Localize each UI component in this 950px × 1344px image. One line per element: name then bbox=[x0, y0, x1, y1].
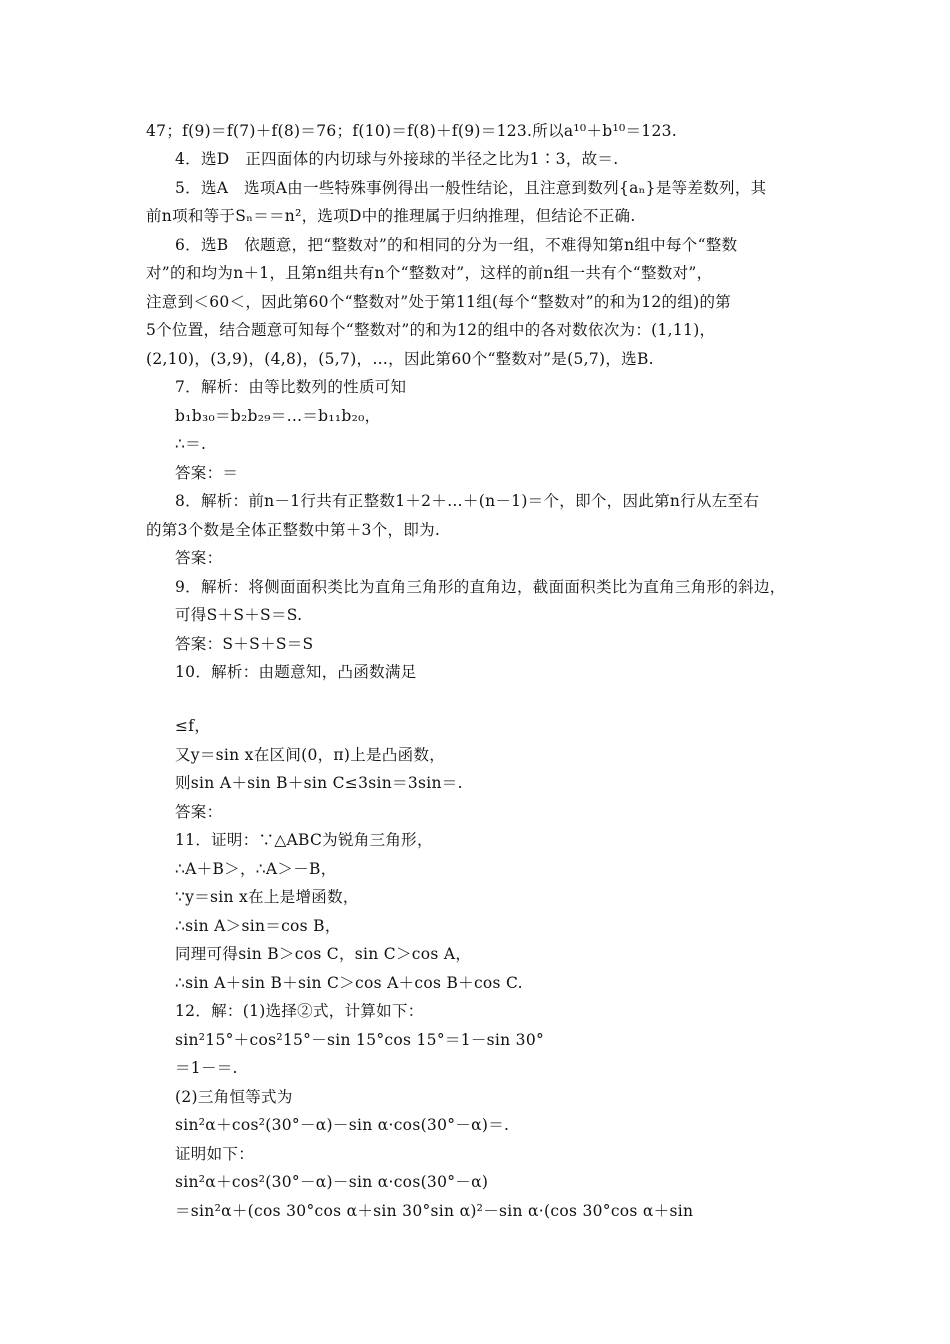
text-line: ＝sin²α＋(cos 30°cos α＋sin 30°sin α)²－sin α·(cos 30°cos α＋sin bbox=[175, 1202, 694, 1220]
text-line: ∴sin A＞sin＝cos B， bbox=[175, 917, 341, 935]
text-line: 答案：S＋S＋S＝S bbox=[175, 635, 314, 653]
text-line: 47；f(9)＝f(7)＋f(8)＝76；f(10)＝f(8)＋f(9)＝123.所以a¹⁰＋b¹⁰＝123. bbox=[146, 122, 678, 140]
text-line: ＝1－＝. bbox=[175, 1059, 238, 1077]
text-line: 5个位置，结合题意可知每个“整数对”的和为12的组中的各对数依次为：(1,11)， bbox=[146, 321, 716, 339]
text-line: 注意到＜60＜，因此第60个“整数对”处于第11组(每个“整数对”的和为12的组)的第 bbox=[146, 293, 732, 311]
text-line: 证明如下： bbox=[175, 1145, 255, 1163]
text-line: ∵y＝sin x在上是增函数， bbox=[175, 888, 359, 906]
text-line: (2,10)，(3,9)，(4,8)，(5,7)，…，因此第60个“整数对”是(5,7)，选B. bbox=[146, 350, 654, 368]
text-line: 6．选B 依题意，把“整数对”的和相同的分为一组，不难得知第n组中每个“整数 bbox=[175, 236, 738, 254]
text-line: 答案： bbox=[175, 803, 223, 821]
text-line: 则sin A＋sin B＋sin C≤3sin＝3sin＝. bbox=[175, 774, 463, 792]
text-line: ∴＝. bbox=[175, 435, 207, 453]
text-line: 答案： bbox=[175, 549, 223, 567]
text-line: (2)三角恒等式为 bbox=[175, 1088, 293, 1106]
text-line: 8．解析：前n－1行共有正整数1＋2＋…＋(n－1)＝个，即个，因此第n行从左至右 bbox=[175, 492, 760, 510]
text-line: sin²α＋cos²(30°－α)－sin α·cos(30°－α) bbox=[175, 1173, 489, 1191]
text-line: 11．证明：∵△ABC为锐角三角形， bbox=[175, 831, 433, 849]
text-line: 7．解析：由等比数列的性质可知 bbox=[175, 378, 407, 396]
text-line: 9．解析：将侧面面积类比为直角三角形的直角边，截面面积类比为直角三角形的斜边， bbox=[175, 578, 786, 596]
text-line: 又y＝sin x在区间(0，π)上是凸函数， bbox=[175, 746, 446, 764]
text-line: 10．解析：由题意知，凸函数满足 bbox=[175, 663, 417, 681]
text-line: ∴A＋B＞，∴A＞－B， bbox=[175, 860, 337, 878]
text-line: 答案：＝ bbox=[175, 464, 239, 482]
text-line: 前n项和等于Sₙ＝＝n²，选项D中的推理属于归纳推理，但结论不正确. bbox=[146, 207, 636, 225]
text-line: b₁b₃₀＝b₂b₂₉＝…＝b₁₁b₂₀， bbox=[175, 407, 381, 425]
text-line: 的第3个数是全体正整数中第＋3个，即为. bbox=[146, 521, 441, 539]
text-line: 5．选A 选项A由一些特殊事例得出一般性结论，且注意到数列{aₙ}是等差数列，其 bbox=[175, 179, 767, 197]
text-line: ≤f， bbox=[175, 717, 211, 735]
text-line: 12．解：(1)选择②式，计算如下： bbox=[175, 1002, 424, 1020]
text-line: sin²15°＋cos²15°－sin 15°cos 15°＝1－sin 30° bbox=[175, 1031, 545, 1049]
text-line: ∴sin A＋sin B＋sin C＞cos A＋cos B＋cos C. bbox=[175, 974, 523, 992]
text-line: 对”的和均为n＋1，且第n组共有n个“整数对”，这样的前n组一共有个“整数对”， bbox=[146, 264, 713, 282]
text-line: 同理可得sin B＞cos C，sin C＞cos A， bbox=[175, 945, 472, 963]
text-line: 4．选D 正四面体的内切球与外接球的半径之比为1∶3，故＝. bbox=[175, 150, 619, 168]
text-line: 可得S＋S＋S＝S. bbox=[175, 606, 303, 624]
text-line: sin²α＋cos²(30°－α)－sin α·cos(30°－α)＝. bbox=[175, 1116, 510, 1134]
